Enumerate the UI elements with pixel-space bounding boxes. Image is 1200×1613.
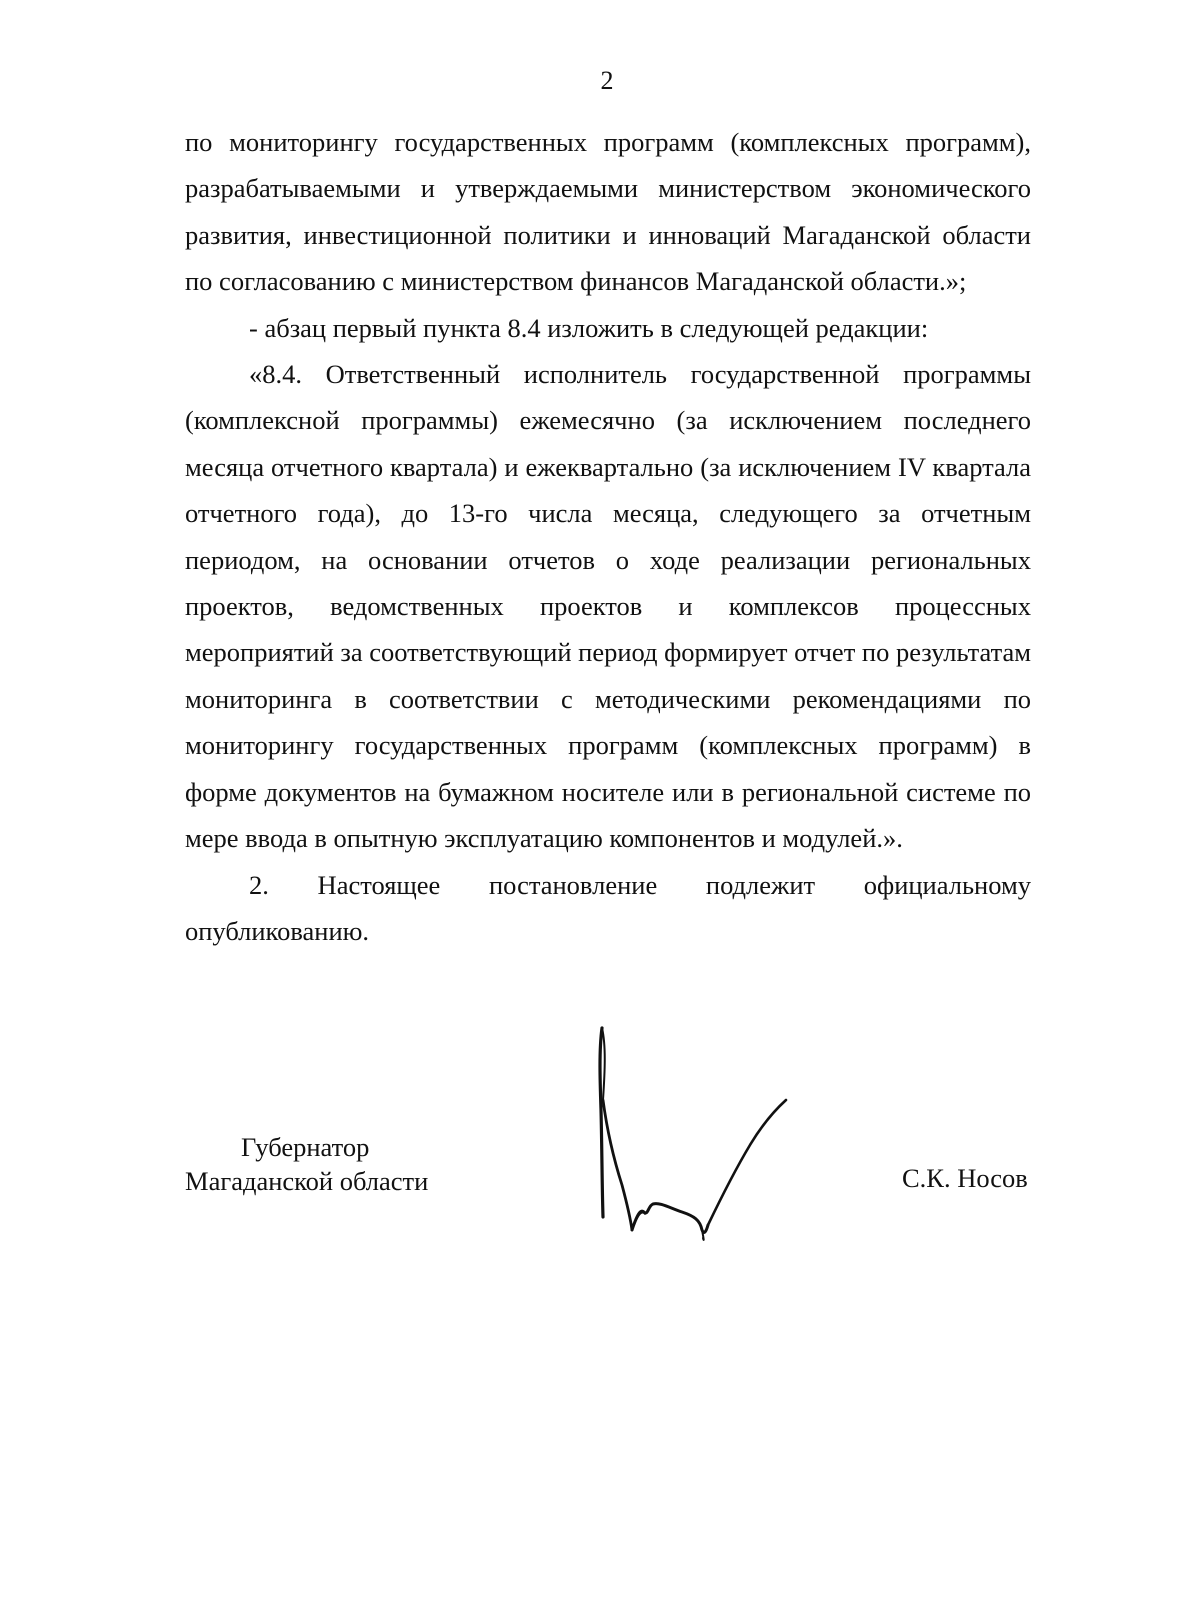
paragraph-continuation: по мониторингу государственных программ (комплексных программ), разрабатываемыми и утверждаемыми министерством экономического развития, инвестиционной политики и инноваций Магаданской области по согласованию с министерством финансов Магаданской области.»; (185, 127, 1031, 297)
signatory-title-line2: Магаданской области (185, 1166, 429, 1196)
document-body (185, 119, 1031, 954)
page-number: 2 (600, 66, 614, 95)
paragraph-amendment-intro: - абзац первый пункта 8.4 изложить в следующей редакции: (249, 312, 929, 343)
paragraph-publication: 2. Настоящее постановление подлежит официальному опубликованию. (185, 869, 1031, 946)
paragraph-clause-8-4: «8.4. Ответственный исполнитель государственной программы (комплексной программы) ежемесячно (за исключением последнего месяца отчетного квартала) и ежеквартально (за исключением IV квартала отчетного года), до 13-го числа месяца, следующего за отчетным периодом, на основании отчетов о ходе реализации региональных проектов, ведомственных проектов и комплексов процессных мероприятий за соответствующий период формирует отчет по результатам мониторинга в соответствии с методическими рекомендациями по мониторингу государственных программ (комплексных программ) в форме документов на бумажном носителе или в региональной системе по мере ввода в опытную эксплуатацию компонентов и модулей.». (185, 359, 1032, 854)
signatory-name: С.К. Носов (902, 1163, 1028, 1193)
signatory-title-line1: Губернатор (241, 1132, 370, 1162)
signatory-title (185, 1130, 428, 1198)
handwritten-signature-icon (590, 1020, 810, 1250)
